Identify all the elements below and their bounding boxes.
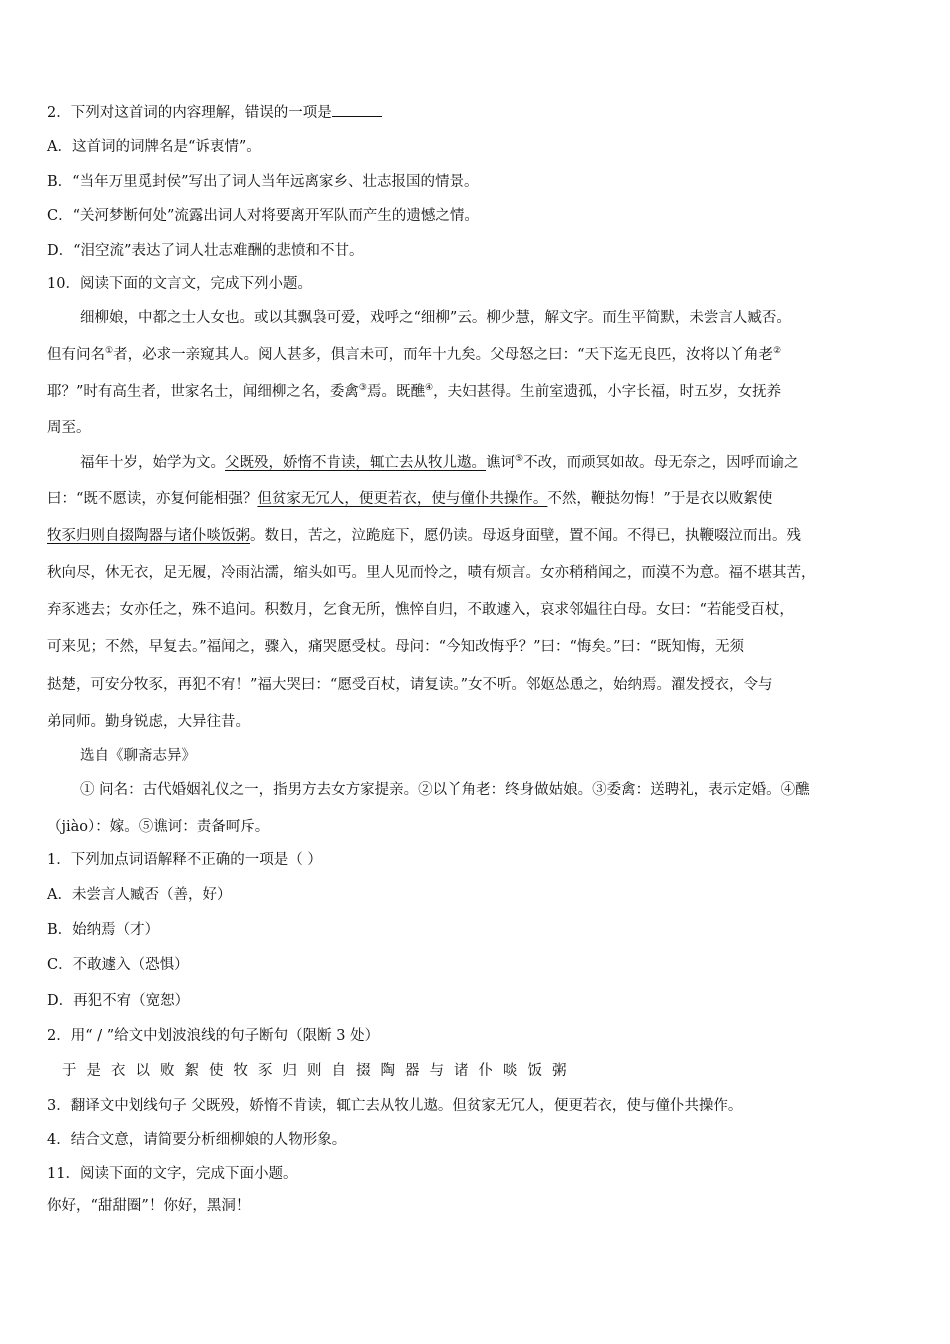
sub1-option-a: A．未尝言人臧否（善，好）	[47, 887, 232, 903]
sub1-option-d: D．再犯不宥（宽恕）	[47, 993, 190, 1009]
prev-q2-option-d: D．“泪空流”表达了词人壮志难酬的悲愤和不甘。	[47, 243, 364, 259]
footnote-marker: ⑤	[515, 454, 524, 465]
sentence-char: 牧	[233, 1063, 248, 1079]
sentence-char: 陶	[380, 1063, 395, 1079]
passage-p2-line1	[80, 453, 799, 473]
sentence-char: 是	[86, 1063, 101, 1079]
passage-p2-line7: 挞楚，可安分牧豕，再犯不宥！”福大哭曰：“愿受百杖，请复读。”女不听。邻妪怂恿之，始纳焉。濯发授衣，令与	[47, 677, 773, 693]
prev-q2-option-c: C．“关河梦断何处”流露出词人对将要离开军队而产生的遗憾之情。	[47, 208, 479, 224]
passage-p1-line4: 周至。	[47, 420, 91, 436]
sentence-char: 衣	[111, 1063, 126, 1079]
wavy-underlined-sentence: 牧豕归则自掇陶器与诸仆啖饭粥	[47, 528, 250, 544]
sentence-char: 则	[307, 1063, 322, 1079]
sentence-char: 器	[405, 1063, 420, 1079]
underlined-sentence: 但贫家无冗人，便更若衣，使与僮仆共操作。	[257, 491, 548, 507]
passage-text: 者，必求一亲窥其人。阅人甚多，俱言未可，而年十九矣。父母怒之曰：“天下迄无良匹，汝将以丫角老	[113, 347, 773, 363]
sub1-option-c: C．不敢遽入（恐惧）	[47, 957, 189, 973]
footnotes-line1: ① 问名：古代婚姻礼仪之一，指男方去女方家提亲。②以丫角老：终身做姑娘。③委禽：送聘礼，表示定婚。④醮	[80, 782, 810, 798]
sentence-char: 以	[135, 1063, 150, 1079]
sentence-char: 与	[429, 1063, 444, 1079]
passage-text: ，夫妇甚得。生前室遗孤，小字长福，时五岁，女抚养	[433, 384, 782, 400]
passage-p1-line3	[47, 382, 781, 402]
q10-heading: 10．阅读下面的文言文，完成下列小题。	[47, 276, 312, 292]
sentence-char: 豕	[258, 1063, 273, 1079]
sentence-char: 啖	[503, 1063, 518, 1079]
passage-text: 不改，而顽冥如故。母无奈之，因呼而谕之	[523, 455, 799, 471]
sub2-sentence	[62, 1061, 577, 1081]
sentence-char: 归	[282, 1063, 297, 1079]
passage-p2-line6: 可来见；不然，早复去。”福闻之，骤入，痛哭愿受杖。母问：“今知改悔乎？”曰：“悔矣。”曰：“既知悔，无须	[47, 639, 744, 655]
sentence-char: 诸	[454, 1063, 469, 1079]
footnotes-line2: （jiào）：嫁。⑤谯诃：责备呵斥。	[47, 819, 270, 835]
footnote-marker: ②	[773, 346, 782, 357]
prev-q2-stem	[47, 102, 382, 123]
sentence-char: 粥	[552, 1063, 567, 1079]
sentence-char: 使	[209, 1063, 224, 1079]
passage-p2-line2	[47, 489, 772, 509]
passage-text: 耶？”时有高生者，世家名士，闻细柳之名，委禽	[47, 384, 359, 400]
passage-text: 但有问名	[47, 347, 105, 363]
passage-p2-line8: 弟同师。勤身锐虑，大异往昔。	[47, 714, 250, 730]
footnote-marker: ④	[425, 383, 434, 394]
sub2-stem: 2．用“ / ”给文中划波浪线的句子断句（限断 3 处）	[47, 1028, 380, 1044]
q11-heading: 11．阅读下面的文字，完成下面小题。	[47, 1166, 298, 1182]
sentence-char: 自	[331, 1063, 346, 1079]
sub1-option-b: B．始纳焉（才）	[47, 922, 160, 938]
prev-q2-option-a: A．这首词的词牌名是“诉衷情”。	[47, 139, 261, 155]
sub3-stem: 3．翻译文中划线句子 父既殁，娇惰不肯读，辄亡去从牧儿遨。但贫家无冗人，便更若衣，使与僮仆共操作。	[47, 1098, 743, 1114]
passage-text: 焉。既醮	[367, 384, 425, 400]
passage-source: 选自《聊斋志异》	[80, 748, 196, 764]
sub4-stem: 4．结合文意，请简要分析细柳娘的人物形象。	[47, 1132, 347, 1148]
prev-q2-option-b: B．“当年万里觅封侯”写出了词人当年远离家乡、壮志报国的情景。	[47, 174, 479, 190]
sentence-char: 仆	[478, 1063, 493, 1079]
footnote-marker: ①	[105, 346, 114, 357]
passage-p2-line4: 秋向尽，休无衣，足无履，冷雨沾濡，缩头如丐。里人见而怜之，啧有烦言。女亦稍稍闻之，而漠不为意。福不堪其苦，	[47, 565, 816, 581]
sentence-char: 掇	[356, 1063, 371, 1079]
passage-text: 。数日，苦之，泣跪庭下，愿仍读。母返身面壁，置不闻。不得已，执鞭啜泣而出。残	[250, 528, 801, 544]
passage-p2-line5: 弃豕逃去；女亦任之，殊不追问。积数月，乞食无所，憔悴自归，不敢遽入，哀求邻媪往白母。女曰：“若能受百杖，	[47, 602, 794, 618]
sentence-char: 絮	[184, 1063, 199, 1079]
sentence-char: 败	[160, 1063, 175, 1079]
q11-article-title: 你好，“甜甜圈”！你好，黑洞！	[47, 1198, 251, 1214]
underlined-sentence: 父既殁，娇惰不肯读，辄亡去从牧儿遨。	[225, 455, 486, 471]
sentence-char: 饭	[527, 1063, 542, 1079]
passage-text: 福年十岁，始学为文。	[80, 455, 225, 471]
prev-q2-stem-text: 2．下列对这首词的内容理解，错误的一项是	[47, 105, 332, 121]
sub1-stem: 1．下列加点词语解释不正确的一项是（ ）	[47, 852, 322, 868]
footnote-marker: ③	[358, 383, 367, 394]
passage-p1-line2	[47, 345, 781, 365]
passage-text: 曰：“既不愿读，亦复何能相强？	[47, 491, 258, 507]
passage-p2-line3	[47, 526, 801, 546]
passage-p1-line1: 细柳娘，中都之士人女也。或以其飘袅可爱，戏呼之“细柳”云。柳少慧，解文字。而生平简默，未尝言人臧否。	[80, 310, 791, 326]
answer-blank	[332, 102, 382, 117]
sentence-char: 于	[62, 1063, 77, 1079]
passage-text: 不然，鞭挞勿悔！”于是衣以败絮使	[547, 491, 773, 507]
passage-text: 谯诃	[486, 455, 515, 471]
